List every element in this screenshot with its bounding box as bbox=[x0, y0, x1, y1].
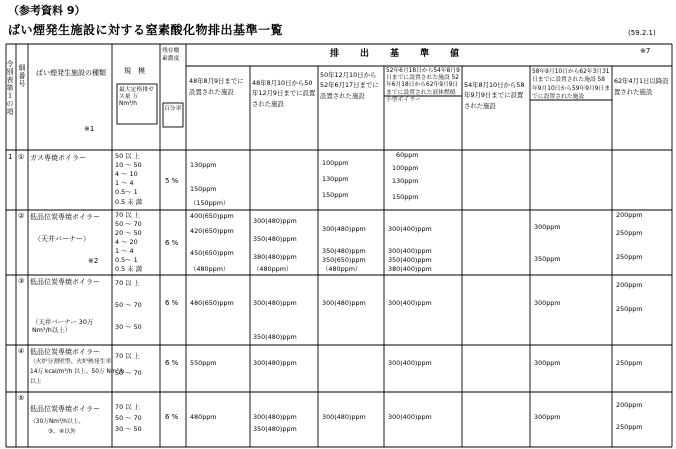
standard-value: 300(480)ppm bbox=[253, 299, 297, 307]
period-header-4: 52年6月18日から54年8月9日までに設置された施設 52年6月18日から62年9月9日までに設置された液体燃焼小型ボイラー bbox=[386, 68, 460, 103]
facility-subtype: 以上 bbox=[30, 379, 42, 385]
facility-name: ガス専焼ボイラー bbox=[30, 154, 86, 162]
scale-value: 20 ～ 50 bbox=[115, 229, 142, 237]
scale-value: 50 ～ 70 bbox=[115, 369, 142, 377]
standard-value: 350(480)ppm bbox=[253, 425, 297, 433]
facility-subtype: ③、④以外 bbox=[48, 429, 76, 435]
period-header-2: 48年8月10日から50年12月9日までに設置された施設 bbox=[252, 79, 316, 108]
standard-value: 350(480)ppm bbox=[322, 247, 366, 255]
standard-value: （480ppm） bbox=[253, 265, 293, 273]
standards-header: 排 出 基 準 値 bbox=[330, 49, 466, 59]
standard-value: 300(480)ppm bbox=[253, 413, 297, 421]
standard-value: 350ppm bbox=[534, 255, 561, 263]
o2-column-header: 残存酸素濃度 bbox=[162, 48, 180, 62]
standard-value: 300ppm bbox=[534, 413, 561, 421]
scale-column-header: 規 模 bbox=[124, 67, 145, 75]
standard-value: 250ppm bbox=[616, 359, 643, 367]
standard-value: 300(480)ppm bbox=[253, 359, 297, 367]
standard-value: （150ppm） bbox=[190, 199, 230, 207]
scale-value: 1 ～ 4 bbox=[115, 179, 134, 187]
scale-value: 4 ～ 10 bbox=[115, 170, 138, 178]
scale-value: 50 ～ 70 bbox=[115, 220, 142, 228]
o2-value: 6 % bbox=[165, 413, 179, 421]
scale-value: 0.5 未 満 bbox=[115, 265, 143, 273]
scale-value: 50 以 上 bbox=[115, 152, 140, 160]
category-column-header: 令別表第１の項 bbox=[6, 60, 14, 116]
scale-value: 50 ～ 70 bbox=[115, 414, 142, 422]
scale-value: 30 ～ 50 bbox=[115, 425, 142, 433]
standard-value: 550ppm bbox=[190, 359, 217, 367]
scale-value: 30 ～ 50 bbox=[115, 323, 142, 331]
standard-value: 300(400)ppm bbox=[388, 247, 432, 255]
facility-name: 低品位炭専焼ボイラー bbox=[30, 213, 100, 221]
standard-value: 350(650)ppm bbox=[322, 256, 366, 264]
o2-value: 6 % bbox=[165, 359, 179, 367]
page-title: ばい煙発生施設に対する窒素酸化物排出基準一覧 bbox=[8, 23, 284, 37]
standard-value: 300(400)ppm bbox=[388, 299, 432, 307]
standard-value: 300(480)ppm bbox=[322, 299, 366, 307]
row-number: ⑤ bbox=[18, 394, 25, 402]
standard-value: 480ppm bbox=[190, 413, 217, 421]
standard-value: 300(480)ppm bbox=[322, 225, 366, 233]
standard-value: （480ppm） bbox=[322, 265, 362, 273]
standard-value: 250ppm bbox=[616, 305, 643, 313]
facility-subtype: 14万 kcal/m³/h 以上、50万 Nm³/h bbox=[30, 369, 125, 375]
standard-value: 300(400)ppm bbox=[388, 225, 432, 233]
standard-value: 250ppm bbox=[616, 253, 643, 261]
facility-subtype: （30万Nm³/h以上、 bbox=[30, 419, 85, 425]
period-header-3: 50年12月10日から52年6月17日までに設置された施設 bbox=[320, 71, 379, 100]
standard-value: 150ppm bbox=[190, 185, 217, 193]
standard-value: 200ppm bbox=[616, 211, 643, 219]
period-header-6: 58年9月10日から62年3月31日までに設置された施設 58年9月10日から59年9月9日までに設置された施設 bbox=[532, 69, 610, 101]
standard-value: 130ppm bbox=[392, 177, 419, 185]
standard-value: 380(400)ppm bbox=[388, 265, 432, 273]
standard-value: 300ppm bbox=[534, 299, 561, 307]
standard-value: 60ppm bbox=[396, 151, 419, 159]
period-header-5: 54年8月10日から58年9月9日までに設置された施設 bbox=[464, 81, 525, 110]
facility-type-header: ばい煙発生施設の種類 bbox=[36, 69, 106, 77]
o2-unit: 百分率 bbox=[164, 106, 182, 112]
facility-subtype: （火炉分割壁型、火炉熱発生率 bbox=[30, 359, 112, 365]
document-date: (59.2.1) bbox=[628, 29, 656, 37]
standard-value: 420(650)ppm bbox=[190, 227, 234, 235]
standard-value: 200ppm bbox=[616, 281, 643, 289]
scale-value: 0.5～ 1 bbox=[115, 256, 138, 264]
standard-value: 350(400)ppm bbox=[388, 256, 432, 264]
standard-value: 130ppm bbox=[190, 161, 217, 169]
facility-subtype: （天井バーナー 30万Nm³/h以上） bbox=[32, 318, 94, 335]
scale-value: 70 以 上 bbox=[115, 403, 140, 411]
standard-value: 150ppm bbox=[322, 191, 349, 199]
standard-value: 300(400)ppm bbox=[388, 359, 432, 367]
scale-value: 70 以 上 bbox=[115, 352, 140, 360]
standard-value: 100ppm bbox=[322, 159, 349, 167]
standard-value: 250ppm bbox=[616, 423, 643, 431]
period-header-7: 62年4月1日以降設置された施設 bbox=[614, 77, 669, 96]
facility-name: 低品位炭専焼ボイラー bbox=[30, 278, 100, 286]
standard-value: 300(480)ppm bbox=[322, 413, 366, 421]
scale-value: 4 ～ 20 bbox=[115, 238, 138, 246]
row-number: ④ bbox=[18, 347, 25, 355]
standard-value: 300ppm bbox=[534, 223, 561, 231]
facility-subtype: （天井バーナー） bbox=[34, 235, 90, 243]
o2-value: 6 % bbox=[165, 239, 179, 247]
standard-value: 380(480)ppm bbox=[253, 253, 297, 261]
scale-value: 10 ～ 50 bbox=[115, 161, 142, 169]
facility-name: 低品位炭専焼ボイラー bbox=[30, 405, 100, 413]
note7-marker: ※7 bbox=[640, 47, 651, 55]
scale-value: 0.5～ 1 bbox=[115, 188, 138, 196]
standard-value: 250ppm bbox=[616, 229, 643, 237]
row-number: ③ bbox=[18, 277, 25, 285]
standard-value: 480(650)ppm bbox=[190, 299, 234, 307]
standard-value: 350(480)ppm bbox=[253, 235, 297, 243]
standard-value: 350(480)ppm bbox=[253, 333, 297, 341]
standard-value: 300(400)ppm bbox=[388, 413, 432, 421]
scale-value: 1 ～ 4 bbox=[115, 247, 134, 255]
standard-value: 400(650)ppm bbox=[190, 212, 234, 220]
facility-name: 低品位炭専焼ボイラー bbox=[30, 348, 100, 356]
scale-value: 0.5 未 満 bbox=[115, 198, 143, 206]
standard-value: 200ppm bbox=[616, 401, 643, 409]
standard-value: 150ppm bbox=[392, 193, 419, 201]
row-number: ② bbox=[18, 212, 25, 220]
standard-value: 450(650)ppm bbox=[190, 249, 234, 257]
standard-value: 100ppm bbox=[392, 164, 419, 172]
note-marker: ※2 bbox=[88, 257, 99, 265]
period-header-1: 48年8月9日までに設置された施設 bbox=[189, 77, 244, 96]
scale-unit: 最大定格排ガス量 万Nm³/h bbox=[119, 87, 154, 107]
number-column-header: 細番号 bbox=[18, 64, 26, 88]
standard-value: 300ppm bbox=[534, 359, 561, 367]
standard-value: 130ppm bbox=[322, 175, 349, 183]
standard-value: 300(480)ppm bbox=[253, 217, 297, 225]
category-number: 1 bbox=[8, 153, 13, 161]
row-number: ① bbox=[18, 153, 25, 161]
o2-value: 6 % bbox=[165, 299, 179, 307]
note1-marker: ※1 bbox=[84, 125, 95, 133]
document-label: （参考資料 9） bbox=[8, 4, 86, 17]
scale-value: 50 ～ 70 bbox=[115, 301, 142, 309]
scale-value: 70 以 上 bbox=[115, 211, 140, 219]
scale-value: 70 以 上 bbox=[115, 279, 140, 287]
standard-value: （480ppm） bbox=[190, 265, 230, 273]
o2-value: 5 % bbox=[165, 177, 179, 185]
